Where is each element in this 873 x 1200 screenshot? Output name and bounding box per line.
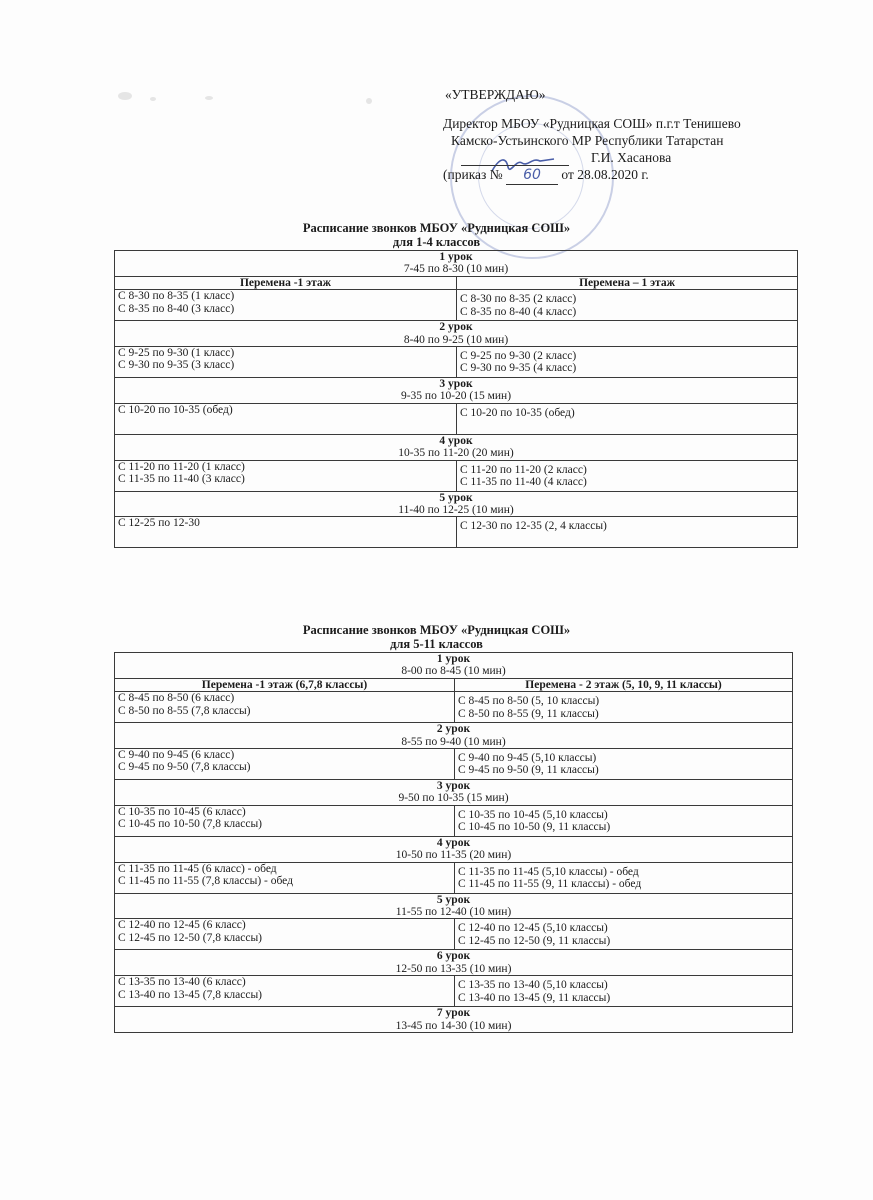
break-entry: С 9-30 по 9-35 (3 класс)	[118, 359, 235, 372]
break-entry: С 9-25 по 9-30 (1 класс)	[118, 347, 235, 360]
lesson-cell	[115, 836, 793, 862]
lesson-row	[115, 491, 798, 517]
signer-name: Г.И. Хасанова	[591, 150, 672, 165]
break-cell	[115, 403, 457, 434]
break-cell	[115, 290, 457, 321]
break-cell	[457, 290, 798, 321]
order-date: от 28.08.2020 г.	[561, 167, 649, 182]
lesson-row	[115, 653, 793, 679]
break-entry: С 9-45 по 9-50 (7,8 классы)	[118, 761, 251, 774]
lesson-cell	[115, 251, 798, 277]
break-cell	[115, 517, 457, 548]
scan-smudge	[118, 92, 132, 100]
break-cell	[455, 805, 793, 836]
break-cell	[115, 919, 455, 950]
break-entry: С 11-35 по 11-45 (6 класс) - обед	[118, 862, 277, 875]
lesson-cell	[115, 491, 798, 517]
break-entry: С 10-20 по 10-35 (обед)	[118, 403, 233, 416]
lesson-row	[115, 893, 793, 919]
break-cell	[457, 403, 798, 434]
break-entry: С 9-40 по 9-45 (6 класс)	[118, 749, 235, 762]
break-cell	[115, 749, 455, 780]
lesson-row	[115, 836, 793, 862]
break-entry: С 10-35 по 10-45 (6 класс)	[118, 805, 246, 818]
break-entry: С 11-35 по 11-40 (4 класс)	[460, 476, 587, 489]
column-header: Перемена – 1 этаж	[457, 276, 798, 289]
schedule-primary-subtitle: для 1-4 классов	[392, 235, 481, 249]
lesson-time: 9-35 по 10-20 (15 мин)	[400, 390, 512, 403]
break-row	[115, 805, 793, 836]
break-entry: С 12-45 по 12-50 (7,8 классы)	[118, 931, 263, 944]
lesson-time: 10-35 по 11-20 (20 мин)	[398, 447, 514, 460]
break-row	[115, 460, 798, 491]
break-entry: С 11-35 по 11-45 (5,10 классы) - обед	[458, 865, 639, 878]
column-header: Перемена - 2 этаж (5, 10, 9, 11 классы)	[455, 678, 793, 691]
lesson-cell	[115, 893, 793, 919]
break-entry: С 11-45 по 11-55 (9, 11 классы) - обед	[458, 878, 642, 891]
approval-block	[443, 86, 863, 183]
break-cell	[115, 460, 457, 491]
break-row	[115, 290, 798, 321]
break-cell	[115, 862, 455, 893]
lesson-time: 7-45 по 8-30 (10 мин)	[403, 263, 509, 276]
break-row	[115, 862, 793, 893]
break-entry: С 8-35 по 8-40 (4 класс)	[460, 305, 577, 318]
break-cell	[115, 347, 457, 378]
break-entry: С 9-25 по 9-30 (2 класс)	[460, 350, 577, 363]
lesson-name: 7 урок	[436, 1007, 471, 1020]
header-row	[115, 276, 798, 289]
signature-line	[443, 149, 863, 166]
lesson-row	[115, 434, 798, 460]
break-cell	[455, 749, 793, 780]
break-entry: С 12-25 по 12-30	[118, 517, 200, 530]
break-entry: С 10-45 по 10-50 (7,8 классы)	[118, 818, 263, 831]
break-entry: С 12-45 по 12-50 (9, 11 классы)	[458, 934, 611, 947]
lesson-name: 1 урок	[436, 653, 471, 665]
lesson-name: 2 урок	[436, 723, 471, 736]
scan-smudge	[150, 97, 156, 101]
break-entry: С 9-45 по 9-50 (9, 11 классы)	[458, 764, 599, 777]
lesson-name: 6 урок	[436, 950, 471, 963]
lesson-time: 13-45 по 14-30 (10 мин)	[395, 1019, 512, 1032]
lesson-name: 5 урок	[436, 893, 471, 906]
lesson-row	[115, 780, 793, 806]
lesson-row	[115, 321, 798, 347]
break-entry: С 8-50 по 8-55 (7,8 классы)	[118, 704, 251, 717]
schedule-secondary-title: Расписание звонков МБОУ «Рудницкая СОШ»	[302, 623, 571, 637]
break-entry: С 12-40 по 12-45 (6 класс)	[118, 919, 246, 932]
break-entry: С 11-20 по 11-20 (1 класс)	[118, 460, 245, 473]
lesson-cell	[115, 950, 793, 976]
break-entry: С 13-35 по 13-40 (6 класс)	[118, 976, 246, 989]
column-header: Перемена -1 этаж	[115, 276, 457, 289]
break-entry: С 13-35 по 13-40 (5,10 классы)	[458, 979, 608, 992]
lesson-row	[115, 723, 793, 749]
lesson-row	[115, 251, 798, 277]
break-cell	[115, 692, 455, 723]
scan-smudge	[205, 96, 213, 100]
break-row	[115, 347, 798, 378]
break-entry: С 11-45 по 11-55 (7,8 классы) - обед	[118, 875, 293, 888]
break-entry: С 13-40 по 13-45 (7,8 классы)	[118, 988, 263, 1001]
column-header: Перемена -1 этаж (6,7,8 классы)	[115, 678, 455, 691]
break-entry: С 8-35 по 8-40 (3 класс)	[118, 302, 235, 315]
break-entry: С 9-30 по 9-35 (4 класс)	[460, 362, 577, 375]
schedule-primary-title: Расписание звонков МБОУ «Рудницкая СОШ»	[302, 221, 571, 235]
break-cell	[455, 692, 793, 723]
schedule-primary-table	[114, 250, 798, 548]
break-entry: С 8-45 по 8-50 (5, 10 классы)	[458, 695, 600, 708]
director-position: Директор МБОУ «Рудницкая СОШ» п.г.т Тенишево	[443, 116, 741, 131]
lesson-cell	[115, 1007, 793, 1033]
lesson-name: 2 урок	[439, 321, 473, 334]
break-entry: С 8-30 по 8-35 (2 класс)	[460, 293, 577, 306]
lesson-row	[115, 1007, 793, 1033]
order-number: 60	[506, 167, 558, 185]
break-row	[115, 976, 793, 1007]
break-cell	[457, 347, 798, 378]
lesson-name: 1 урок	[439, 251, 473, 263]
break-cell	[115, 976, 455, 1007]
break-entry: С 8-50 по 8-55 (9, 11 классы)	[458, 707, 599, 720]
break-entry: С 12-40 по 12-45 (5,10 классы)	[458, 922, 608, 935]
break-entry: С 10-35 по 10-45 (5,10 классы)	[458, 808, 608, 821]
approval-heading: «УТВЕРЖДАЮ»	[445, 87, 546, 102]
break-cell	[455, 862, 793, 893]
lesson-time: 9-50 по 10-35 (15 мин)	[398, 792, 509, 805]
schedule-secondary-subtitle: для 5-11 классов	[390, 637, 483, 651]
lesson-cell	[115, 653, 793, 679]
lesson-time: 8-00 по 8-45 (10 мин)	[401, 665, 506, 678]
lesson-cell	[115, 780, 793, 806]
break-entry: С 8-30 по 8-35 (1 класс)	[118, 290, 235, 303]
lesson-time: 11-55 по 12-40 (10 мин)	[395, 906, 512, 919]
break-entry: С 12-30 по 12-35 (2, 4 классы)	[460, 520, 607, 533]
signature-rule	[461, 153, 569, 166]
break-cell	[455, 919, 793, 950]
order-prefix: (приказ №	[443, 167, 503, 182]
break-row	[115, 749, 793, 780]
lesson-time: 8-55 по 9-40 (10 мин)	[401, 735, 506, 748]
scan-smudge	[366, 98, 372, 104]
break-row	[115, 919, 793, 950]
header-row	[115, 678, 793, 691]
lesson-time: 11-40 по 12-25 (10 мин)	[398, 504, 514, 517]
lesson-row	[115, 378, 798, 404]
order-line	[443, 166, 863, 183]
lesson-name: 5 урок	[439, 491, 473, 504]
break-entry: С 11-20 по 11-20 (2 класс)	[460, 463, 587, 476]
break-entry: С 9-40 по 9-45 (5,10 классы)	[458, 752, 597, 765]
lesson-cell	[115, 321, 798, 347]
schedule-secondary-table	[114, 652, 793, 1033]
break-cell	[457, 517, 798, 548]
break-entry: С 11-35 по 11-40 (3 класс)	[118, 473, 245, 486]
lesson-name: 3 урок	[439, 378, 473, 391]
lesson-cell	[115, 723, 793, 749]
break-entry: С 13-40 по 13-45 (9, 11 классы)	[458, 991, 611, 1004]
lesson-time: 12-50 по 13-35 (10 мин)	[395, 962, 512, 975]
lesson-cell	[115, 378, 798, 404]
district-line: Камско-Устьинского МР Республики Татарстан	[451, 133, 724, 148]
lesson-name: 4 урок	[439, 434, 473, 447]
break-entry: С 10-20 по 10-35 (обед)	[460, 406, 575, 419]
lesson-name: 3 урок	[436, 780, 471, 793]
break-entry: С 8-45 по 8-50 (6 класс)	[118, 692, 235, 705]
lesson-cell	[115, 434, 798, 460]
break-row	[115, 403, 798, 434]
break-cell	[115, 805, 455, 836]
lesson-time: 10-50 по 11-35 (20 мин)	[395, 849, 512, 862]
break-cell	[455, 976, 793, 1007]
break-cell	[457, 460, 798, 491]
lesson-name: 4 урок	[436, 836, 471, 849]
break-row	[115, 517, 798, 548]
break-entry: С 10-45 по 10-50 (9, 11 классы)	[458, 821, 611, 834]
lesson-row	[115, 950, 793, 976]
break-row	[115, 692, 793, 723]
lesson-time: 8-40 по 9-25 (10 мин)	[403, 333, 509, 346]
